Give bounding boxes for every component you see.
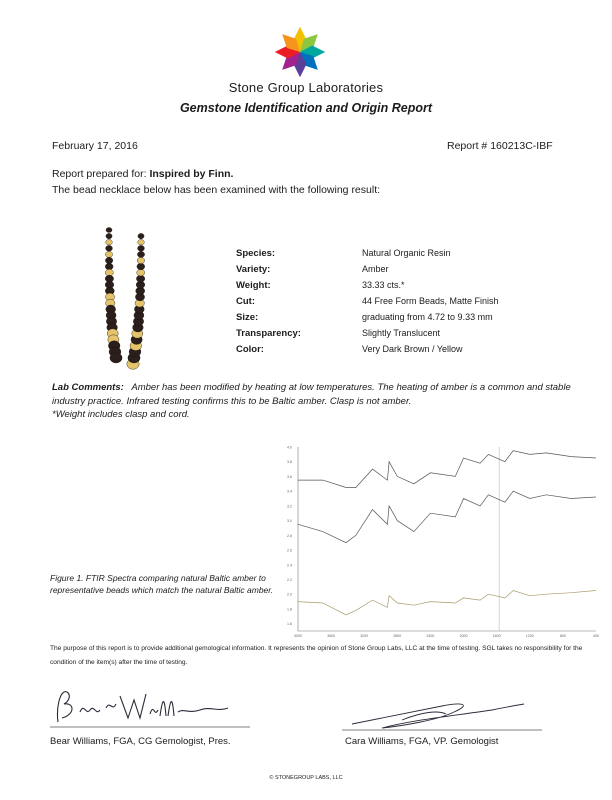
x-tick-label: 3600 [327, 634, 336, 638]
spec-value-species: Natural Organic Resin [362, 248, 451, 258]
necklace-bead [106, 239, 113, 245]
disclaimer: The purpose of this report is to provide additional gemological information. It represents the opinion of Stone Group Labs, LLC at the time of testing. SGL takes no responsibility for the condition of the item(s) after the time of testing. [50, 645, 583, 666]
y-tick-label: 2.8 [287, 533, 292, 538]
necklace-bead [137, 251, 144, 257]
necklace-photo [95, 222, 155, 372]
x-tick-label: 800 [559, 634, 566, 638]
necklace-bead [137, 257, 144, 263]
spec-label-cut: Cut: [236, 296, 255, 307]
necklace-bead [106, 228, 112, 233]
intro-text: The bead necklace below has been examined with the following result: [52, 184, 381, 196]
y-tick-label: 3.8 [287, 460, 292, 465]
y-tick-label: 3.2 [287, 504, 292, 509]
spec-label-weight: Weight: [236, 280, 271, 291]
spec-label-color: Color: [236, 344, 264, 355]
client-name: Inspired by Finn. [149, 168, 234, 180]
necklace-bead [105, 251, 112, 257]
prepared-for-prefix: Report prepared for: [52, 168, 150, 180]
x-tick-label: 2800 [393, 634, 402, 638]
spec-label-species: Species: [236, 248, 276, 259]
spec-value-size: graduating from 4.72 to 9.33 mm [362, 312, 493, 322]
lab-comments-text: Amber has been modified by heating at low temperatures. The heating of amber is a common and stable industry practice. Infrared testing confirms this to be Baltic amber. Clasp is not amber. [52, 382, 571, 407]
copyright: © STONEGROUP LABS, LLC [269, 775, 343, 781]
x-tick-label: 4000 [294, 634, 302, 638]
y-tick-label: 3.6 [287, 474, 292, 479]
y-tick-label: 2.4 [287, 563, 292, 568]
y-tick-label: 2.0 [287, 592, 292, 597]
figure-caption: Figure 1. FTIR Spectra comparing natural Baltic amber to representative beads which match the natural Baltic amber. [50, 573, 274, 595]
spec-value-color: Very Dark Brown / Yellow [362, 344, 463, 354]
y-tick-label: 3.0 [287, 519, 292, 524]
y-tick-label: 4.0 [287, 445, 292, 450]
y-tick-label: 2.6 [287, 548, 292, 553]
necklace-bead [106, 233, 112, 238]
x-tick-label: 1600 [492, 634, 501, 638]
x-tick-label: 1200 [525, 634, 534, 638]
necklace-bead [138, 233, 144, 238]
spec-value-cut: 44 Free Form Beads, Matte Finish [362, 296, 499, 306]
necklace-bead [106, 245, 113, 251]
spec-label-transparency: Transparency: [236, 328, 301, 339]
y-tick-label: 1.8 [287, 607, 292, 612]
x-tick-label: 400 [593, 634, 599, 638]
y-tick-label: 2.2 [287, 578, 292, 582]
signer-right: Cara Williams, FGA, VP. Gemologist [345, 736, 499, 747]
spectrum-line [298, 591, 596, 615]
stone-group-logo-icon [270, 24, 330, 80]
prepared-for-line [52, 168, 233, 180]
spec-label-size: Size: [236, 312, 259, 323]
signer-left: Bear Williams, FGA, CG Gemologist, Pres. [50, 736, 231, 747]
necklace-bead [105, 263, 113, 270]
y-tick-label: 3.4 [287, 489, 292, 494]
spec-value-variety: Amber [362, 264, 389, 274]
necklace-bead [105, 269, 113, 276]
necklace-bead [138, 245, 145, 251]
necklace-bead [137, 269, 145, 276]
spectrum-line [298, 451, 596, 488]
lab-name: Stone Group Laboratories [228, 80, 384, 95]
y-tick-label: 1.6 [287, 622, 292, 627]
necklace-bead [105, 257, 112, 263]
report-number: Report # 160213C-IBF [447, 140, 553, 152]
x-tick-label: 2400 [426, 634, 435, 638]
spec-value-weight: 33.33 cts.* [362, 280, 405, 290]
ftir-spectra-chart [286, 441, 600, 649]
signature-cara-williams [342, 690, 542, 738]
necklace-bead [136, 275, 144, 282]
weight-note: *Weight includes clasp and cord. [52, 409, 190, 420]
lab-comments [52, 381, 587, 422]
signature-bear-williams [50, 682, 250, 734]
spec-value-transparency: Slightly Translucent [362, 328, 441, 338]
x-tick-label: 2000 [459, 634, 468, 638]
necklace-bead [110, 353, 122, 363]
x-tick-label: 3200 [360, 634, 369, 638]
necklace-bead [138, 239, 145, 245]
lab-comments-label: Lab Comments: [52, 382, 124, 393]
spec-label-variety: Variety: [236, 264, 271, 275]
necklace-bead [137, 263, 145, 270]
report-title: Gemstone Identification and Origin Report [179, 101, 433, 115]
report-date: February 17, 2016 [52, 140, 138, 152]
spectrum-line [298, 491, 596, 543]
